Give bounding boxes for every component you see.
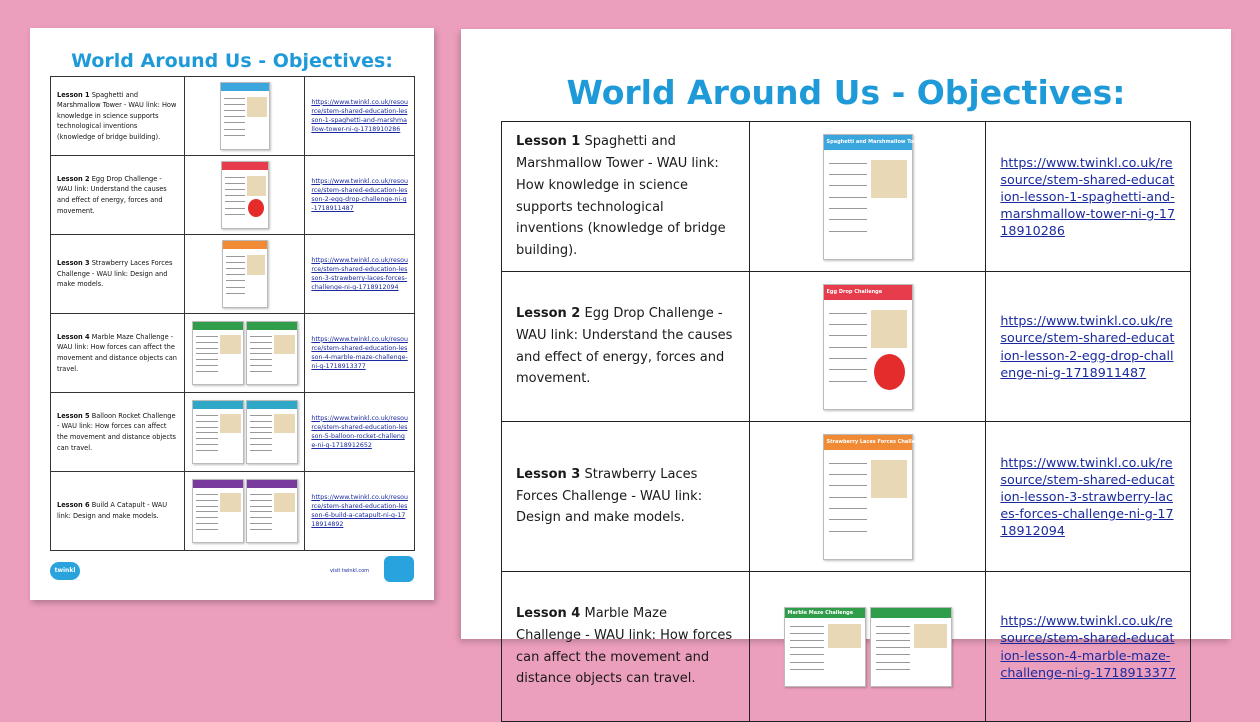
worksheet-thumbnail	[221, 161, 269, 229]
lesson-number: Lesson 1	[516, 134, 581, 150]
balloon-icon	[874, 354, 905, 390]
worksheet-thumbnail	[222, 240, 268, 308]
lesson-text: Spaghetti and Marshmallow Tower - WAU link: How knowledge in science supports technological inventions (knowledge of bridge building).	[57, 90, 177, 141]
lesson-thumbnail-cell	[749, 272, 986, 422]
worksheet-thumbnail	[192, 479, 244, 543]
lesson-number: Lesson 4	[516, 605, 581, 621]
visit-text: visit twinkl.com	[330, 568, 370, 574]
lesson-link[interactable]: https://www.twinkl.co.uk/resource/stem-shared-education-lesson-2-egg-drop-challenge-ni-g-1718911487	[305, 156, 415, 235]
table-row	[51, 235, 415, 314]
worksheet-thumbnail	[823, 134, 924, 260]
lesson-description	[51, 472, 185, 551]
table-row	[51, 77, 415, 156]
worksheet-thumbnail	[870, 607, 952, 687]
small-preview-sheet	[30, 28, 434, 600]
lesson-thumbnail-cell	[184, 393, 305, 472]
lesson-number: Lesson 6	[57, 501, 90, 510]
lesson-description	[51, 314, 185, 393]
lesson-description	[502, 122, 750, 272]
worksheet-title: Egg Drop Challenge	[826, 288, 883, 295]
table-row	[502, 122, 1191, 272]
lesson-number: Lesson 2	[57, 174, 90, 183]
worksheet-title: Strawberry Laces Forces Challenge	[826, 438, 926, 445]
lesson-text: Egg Drop Challenge - WAU link: Understand the causes and effect of energy, forces and movement.	[516, 305, 733, 387]
lesson-link[interactable]: https://www.twinkl.co.uk/resource/stem-shared-education-lesson-2-egg-drop-challenge-ni-g-1718911487	[986, 272, 1191, 422]
zoomed-sheet	[461, 29, 1231, 687]
worksheet-title: Marble Maze Challenge	[787, 609, 854, 616]
objectives-table-small	[50, 76, 415, 551]
page-title: World Around Us - Objectives:	[566, 73, 1126, 112]
table-row	[51, 314, 415, 393]
lesson-link[interactable]: https://www.twinkl.co.uk/resource/stem-shared-education-lesson-3-strawberry-laces-forces-challenge-ni-g-1718912094	[305, 235, 415, 314]
lesson-description	[502, 422, 750, 572]
worksheet-thumbnail	[246, 321, 298, 385]
worksheet-title: Spaghetti and Marshmallow Tower	[826, 138, 924, 145]
lesson-text: Spaghetti and Marshmallow Tower - WAU link: How knowledge in science supports technological inventions (knowledge of bridge building).	[516, 134, 726, 259]
lesson-link[interactable]: https://www.twinkl.co.uk/resource/stem-shared-education-lesson-4-marble-maze-challenge-ni-g-1718913377	[986, 572, 1191, 722]
twinkl-badge-icon	[384, 556, 414, 582]
lesson-link[interactable]: https://www.twinkl.co.uk/resource/stem-shared-education-lesson-1-spaghetti-and-marshmallow-tower-ni-g-1718910286	[305, 77, 415, 156]
lesson-description	[502, 572, 750, 722]
lesson-thumbnail-cell	[184, 314, 305, 393]
lesson-description	[51, 77, 185, 156]
balloon-icon	[248, 199, 264, 217]
table-row	[51, 393, 415, 472]
lesson-description	[502, 272, 750, 422]
worksheet-thumbnail	[823, 284, 913, 410]
table-row	[502, 272, 1191, 422]
lesson-link[interactable]: https://www.twinkl.co.uk/resource/stem-shared-education-lesson-5-balloon-rocket-challenge-ni-g-1718912652	[305, 393, 415, 472]
lesson-text: Marble Maze Challenge - WAU link: How forces can affect the movement and distance objects can travel.	[57, 332, 177, 373]
worksheet-thumbnail	[192, 400, 244, 464]
lesson-thumbnail-cell	[184, 156, 305, 235]
lesson-description	[51, 156, 185, 235]
table-row	[51, 472, 415, 551]
lesson-number: Lesson 2	[516, 305, 581, 321]
lesson-text: Marble Maze Challenge - WAU link: How forces can affect the movement and distance objects can travel.	[516, 605, 733, 687]
worksheet-thumbnail	[246, 479, 298, 543]
lesson-number: Lesson 1	[57, 90, 90, 99]
lesson-number: Lesson 3	[57, 259, 90, 268]
lesson-text: Balloon Rocket Challenge - WAU link: How forces can affect the movement and distance objects can travel.	[57, 411, 176, 452]
lesson-text: Egg Drop Challenge - WAU link: Understand the causes and effect of energy, forces and movement.	[57, 174, 167, 215]
lesson-description	[51, 235, 185, 314]
lesson-thumbnail-cell	[749, 122, 986, 272]
lesson-link[interactable]: https://www.twinkl.co.uk/resource/stem-shared-education-lesson-4-marble-maze-challenge-ni-g-1718913377	[305, 314, 415, 393]
worksheet-thumbnail	[192, 321, 244, 385]
table-row	[502, 422, 1191, 572]
lesson-text: Strawberry Laces Forces Challenge - WAU link: Design and make models.	[57, 259, 173, 289]
lesson-description	[51, 393, 185, 472]
table-row	[51, 156, 415, 235]
table-row	[502, 572, 1191, 722]
twinkl-logo: twinkl	[50, 562, 80, 580]
lesson-link[interactable]: https://www.twinkl.co.uk/resource/stem-shared-education-lesson-3-strawberry-laces-forces-challenge-ni-g-1718912094	[986, 422, 1191, 572]
lesson-thumbnail-cell	[749, 422, 986, 572]
lesson-text: Build A Catapult - WAU link: Design and make models.	[57, 501, 168, 520]
worksheet-thumbnail	[784, 607, 866, 687]
worksheet-thumbnail	[823, 434, 926, 560]
lesson-link[interactable]: https://www.twinkl.co.uk/resource/stem-shared-education-lesson-6-build-a-catapult-ni-g-1718914892	[305, 472, 415, 551]
lesson-thumbnail-cell	[184, 235, 305, 314]
worksheet-thumbnail	[220, 82, 270, 150]
lesson-thumbnail-cell	[184, 77, 305, 156]
lesson-thumbnail-cell	[184, 472, 305, 551]
objectives-table	[501, 121, 1191, 722]
lesson-link[interactable]: https://www.twinkl.co.uk/resource/stem-shared-education-lesson-1-spaghetti-and-marshmallow-tower-ni-g-1718910286	[986, 122, 1191, 272]
lesson-text: Strawberry Laces Forces Challenge - WAU link: Design and make models.	[516, 466, 703, 526]
lesson-thumbnail-cell	[749, 572, 986, 722]
lesson-number: Lesson 3	[516, 466, 581, 482]
lesson-number: Lesson 5	[57, 411, 90, 420]
lesson-number: Lesson 4	[57, 332, 90, 341]
page-title-small: World Around Us - Objectives:	[71, 50, 393, 72]
worksheet-thumbnail	[246, 400, 298, 464]
